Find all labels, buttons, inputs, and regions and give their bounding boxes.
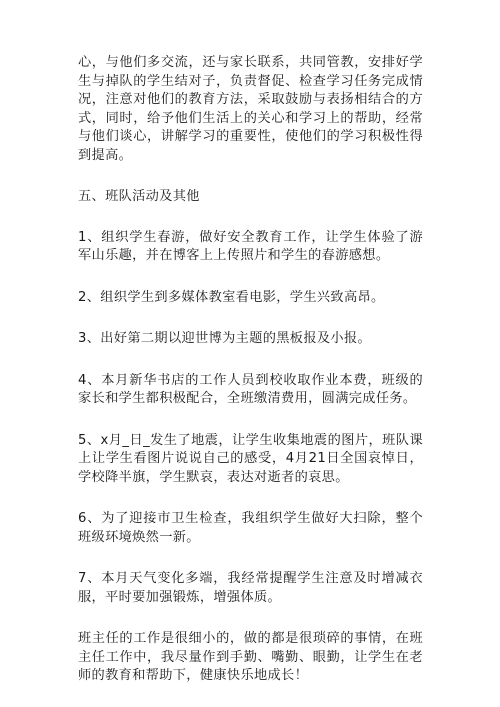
list-item: 6、为了迎接市卫生检查，我组织学生做好大扫除，整个班级环境焕然一新。 xyxy=(78,511,423,545)
list-item: 7、本月天气变化多端，我经常提醒学生注意及时增减衣服，平时要加强锻炼，增强体质。 xyxy=(78,571,423,605)
list-item: 1、组织学生春游，做好安全教育工作，让学生体验了游军山乐趣，并在博客上上传照片和学生的春游感想。 xyxy=(78,229,423,263)
list-item: 3、出好第二期以迎世博为主题的黑板报及小报。 xyxy=(78,331,372,346)
list-item: 4、本月新华书店的工作人员到校收取作业本费，班级的家长和学生都积极配合，全班缴清费用，圆满完成任务。 xyxy=(78,372,423,406)
intro-paragraph: 心，与他们多交流，还与家长联系，共同管教，安排好学生与掉队的学生结对子，负责督促、检查学习任务完成情况，注意对他们的教育方法，采取鼓励与表扬相结合的方式，同时，给予他们生活上的关心和学习上的帮助，经常与他们谈心，讲解学习的重要性，使他们的学习积极性得到提高。 xyxy=(78,55,423,163)
document-page xyxy=(78,54,423,686)
list-item: 2、组织学生到多媒体教室看电影，学生兴致高昂。 xyxy=(78,289,385,305)
closing-paragraph: 班主任的工作是很细小的，做的都是很琐碎的事情，在班主任工作中，我尽量作到手勤、嘴勤、眼勤，让学生在老师的教育和帮助下，健康快乐地成长！ xyxy=(78,631,423,683)
list-item: 5、x月_日_发生了地震，让学生收集地震的图片，班队课上让学生看图片说说自己的感受，4月21日全国哀悼日，学校降半旗，学生默哀，表达对逝者的哀思。 xyxy=(78,432,423,485)
section-heading: 五、班队活动及其他 xyxy=(78,189,200,204)
